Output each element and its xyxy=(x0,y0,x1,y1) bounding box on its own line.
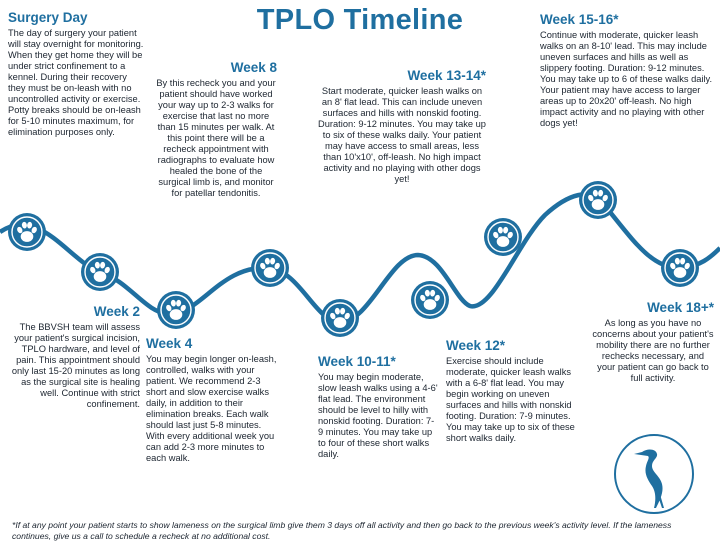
section-surgery-day xyxy=(8,10,146,138)
paw-print-icon xyxy=(484,218,522,256)
section-text: Exercise should include moderate, quicker leash walks with a 6-8' flat lead. You may begin working on uneven surfaces and hills with nonskid footing. Duration: 7-9 minutes. You may take up to six of these short walks daily. xyxy=(446,355,575,443)
section-text: You may begin longer on-leash, controlled, walks with your patient. We recommend 2-3 short and slow exercise walks daily, in addition to their elimination breaks. Each walk should last just 5-8 minutes. With every additional week you can add 2-3 more minutes to each walk. xyxy=(146,353,277,463)
section-heading: Week 4 xyxy=(146,336,193,351)
section-week-13-14 xyxy=(318,68,486,185)
section-heading: Week 8 xyxy=(230,60,277,75)
paw-print-icon xyxy=(321,299,359,337)
section-week-10-11 xyxy=(318,354,438,460)
paw-print-icon xyxy=(157,291,195,329)
section-week-12 xyxy=(446,338,582,444)
paw-print-icon xyxy=(579,181,617,219)
section-text: The day of surgery your patient will stay overnight for monitoring. When they get home they will be under strict confinement to a kennel. During their recovery they must be on-leash with no uncontrolled activity or exercise. Potty breaks should be on-leash for 5-10 minutes maximum, for elimination purposes only. xyxy=(8,27,144,137)
paw-print-icon xyxy=(661,249,699,287)
section-text: You may begin moderate, slow leash walks using a 4-6' flat lead. The environment should be level to hilly with nonskid footing. Duration: 7-9 minutes. You may take up to four of these short walks daily. xyxy=(318,371,438,459)
section-heading: Week 10-11* xyxy=(318,354,396,369)
paw-print-icon xyxy=(411,281,449,319)
section-heading: Week 2 xyxy=(93,304,140,319)
section-heading: Week 12* xyxy=(446,338,506,353)
section-text: Continue with moderate, quicker leash walks on an 8-10' lead. This may include uneven surfaces and hills as well as slippery footing. Duration: 9-12 minutes. You may take up to 6 of these walks daily. Your patient may have access to larger areas up to 20x20' off-leash. No high impact activity and no playing with other dogs yet! xyxy=(540,29,713,128)
paw-print-icon xyxy=(81,253,119,291)
section-text: Start moderate, quicker leash walks on an 8' flat lead. This can include uneven surfaces and hills with nonskid footing. Duration: 9-12 minutes. You may take up to six of these walks daily. Your patient may have access to small areas, less than 10'x10', off-leash. No high impact activity and no playing with other dogs yet! xyxy=(318,85,486,184)
page-title: TPLO Timeline xyxy=(256,4,464,36)
section-week-15-16 xyxy=(540,12,715,129)
section-heading: Week 13-14* xyxy=(407,68,486,83)
section-heading: Surgery Day xyxy=(8,10,88,25)
section-week-4 xyxy=(146,336,282,464)
paw-print-icon xyxy=(251,249,289,287)
section-heading: Week 15-16* xyxy=(540,12,619,27)
section-heading: Week 18+* xyxy=(647,300,714,315)
footnote: *If at any point your patient starts to show lameness on the surgical limb give them 3 days off all activity and then go back to the previous week's activity level. If the lameness continues, give us a call to schedule a recheck at no additional cost. xyxy=(12,520,672,541)
section-week-18 xyxy=(592,300,714,384)
heron-logo-icon xyxy=(612,432,696,516)
section-text: As long as you have no concerns about your patient's mobility there are no further rechecks necessary, and your patient can go back to full activity. xyxy=(592,317,714,383)
section-text: By this recheck you and your patient should have worked your way up to 2-3 walks for exercise that last no more than 15 minutes per walk. At this point there will be a recheck appointment with radiographs to evaluate how healed the bone of the surgical limb is, and monitor for patellar tendonitis. xyxy=(156,77,276,198)
section-week-8 xyxy=(155,60,277,199)
section-text: The BBVSH team will assess your patient's surgical incision, TPLO hardware, and level of pain. This appointment should only last 15-20 minutes as long as the surgical site is healing well. Continue with strict confinement. xyxy=(11,321,140,409)
paw-print-icon xyxy=(8,213,46,251)
section-week-2 xyxy=(8,304,140,410)
